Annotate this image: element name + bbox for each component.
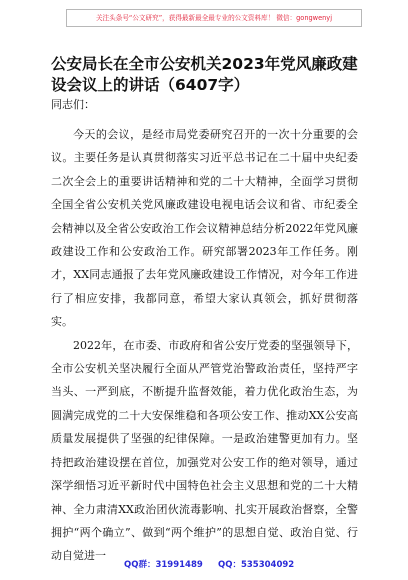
document-title: 公安局长在全市公安机关2023年党风廉政建设会议上的讲话（6407字） [51, 55, 358, 94]
footer [0, 558, 408, 572]
greeting: 同志们： [51, 98, 95, 111]
qq-number: QQ：535304092 [218, 560, 295, 570]
document-body [51, 123, 358, 568]
qq-group-number: QQ群：31991489 [124, 560, 203, 570]
promo-banner: 关注头条号“公文研究”，获得最新最全最专业的公文资料库！ 微信：gongwenyj [66, 9, 362, 27]
paragraph: 今天的会议，是经市局党委研究召开的一次十分重要的会议。主要任务是认真贯彻落实习近平总书记在二十届中央纪委二次全会上的重要讲话精神和党的二十大精神，全面学习贯彻全国全省公安机关党风廉政建设电视电话会议和省、市纪委全会精神以及全省公安政治工作会议精神总结分析2022年党风廉政建设工作和公安政治工作。研究部署2023年工作任务。刚才，XX同志通报了去年党风廉政建设工作情况，对今年工作进行了相应安排，我都同意，希望大家认真领会，抓好贯彻落实。 [51, 128, 358, 329]
paragraph: 2022年，在市委、市政府和省公安厅党委的坚强领导下，全市公安机关坚决履行全面从严管党治警政治责任，坚持严字当头、一严到底，不断提升监督效能，着力优化政治生态，为圆满完成党的二十大安保维稳和各项公安工作、推动XX公安高质量发展提供了坚强的纪律保障。一是政治建警更加有力。坚持把政治建设摆在首位，加强党对公安工作的绝对领导，通过深学细悟习近平新时代中国特色社会主义思想和党的二十大精神、全力肃清XX政治团伙流毒影响、扎实开展政治督察，全警拥护“两个确立”、做到“两个维护”的思想自觉、政治自觉、行动自觉进一 [51, 338, 358, 563]
